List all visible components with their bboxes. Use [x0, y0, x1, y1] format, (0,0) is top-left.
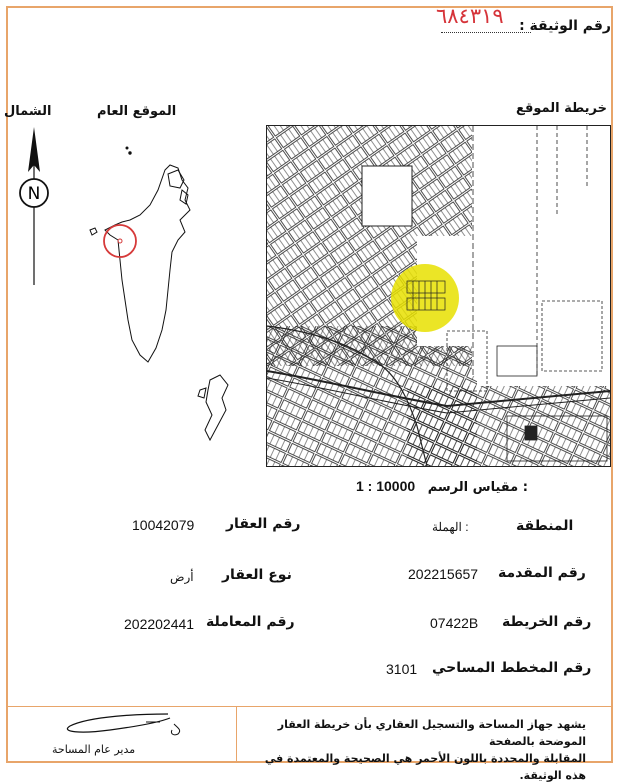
- property-type-label: نوع العقار: [222, 567, 292, 583]
- certification-text: [246, 716, 586, 784]
- property-no-value: 10042079: [132, 517, 195, 533]
- footer-divider: [6, 706, 613, 707]
- doc-number-label: رقم الوثيقة :: [519, 18, 611, 34]
- area-value: : الهملة: [432, 520, 469, 534]
- scale-value: 1 : 10000: [356, 478, 416, 494]
- general-location-map: [70, 140, 250, 460]
- doc-number-value: ٦٨٤٣١٩: [436, 4, 504, 28]
- survey-plan-label: رقم المخطط المساحي: [432, 660, 592, 676]
- scale-row: [356, 478, 528, 495]
- application-no-value: 202215657: [408, 566, 479, 582]
- footer-vertical-divider: [236, 706, 237, 763]
- certification-line-1: يشهد جهاز المساحة والتسجيل العقاري بأن خريطة العقار الموضحة بالصفحة: [277, 718, 586, 748]
- north-label: الشمال: [4, 104, 52, 119]
- area-label: المنطقة: [516, 518, 574, 534]
- certification-line-2: المقابلة والمحددة باللون الأحمر هي الصحيحة والمعتمدة في هذه الوثيقة.: [264, 752, 586, 782]
- property-no-label: رقم العقار: [226, 516, 301, 532]
- north-letter: N: [27, 184, 41, 204]
- map-no-label: رقم الخريطة: [502, 614, 592, 630]
- general-location-title: الموقع العام: [97, 104, 177, 119]
- scale-label: مقياس الرسم :: [427, 480, 528, 495]
- site-map: [266, 125, 611, 467]
- director-signature-icon: [50, 708, 200, 742]
- north-arrow-icon: [14, 127, 54, 285]
- site-map-title: خريطة الموقع: [515, 101, 607, 116]
- director-title: مدير عام المساحة: [52, 743, 136, 756]
- location-circle: [104, 225, 136, 257]
- map-no-value: 07422B: [430, 615, 479, 631]
- transaction-no-label: رقم المعاملة: [206, 614, 295, 630]
- property-type-value: أرض: [170, 570, 194, 584]
- survey-plan-value: 3101: [386, 661, 418, 677]
- transaction-no-value: 202202441: [124, 616, 195, 632]
- application-no-label: رقم المقدمة: [498, 565, 586, 581]
